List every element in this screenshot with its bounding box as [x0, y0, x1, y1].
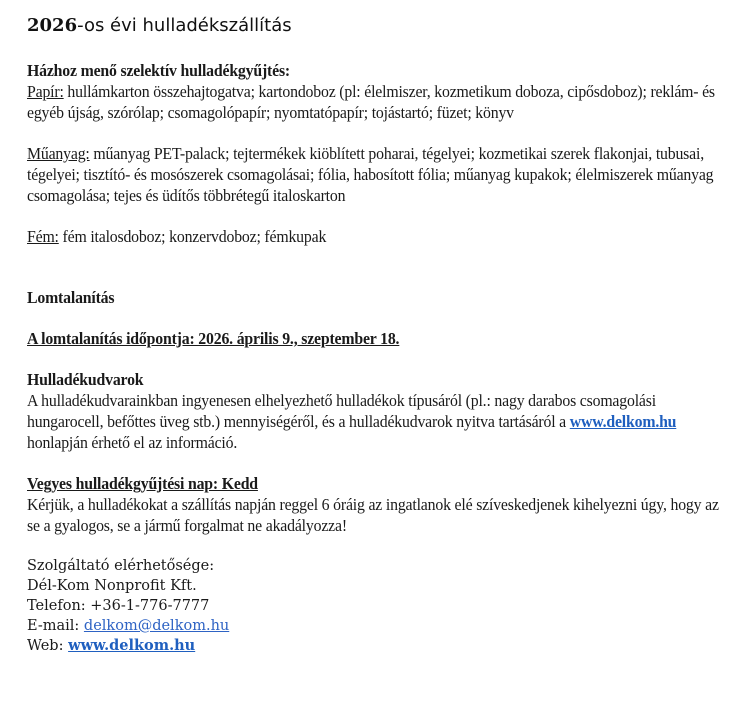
paper-paragraph — [27, 81, 734, 123]
email-link[interactable]: delkom@delkom.hu — [83, 618, 230, 634]
delkom-website-link[interactable]: www.delkom.hu — [569, 412, 677, 431]
metal-paragraph — [27, 226, 734, 247]
yards-text-before: A hulladékudvarainkban ingyenesen elhelyezhető hulladékok típusáról (pl.: nagy darabos csomagolási hungarocell, befőttes üveg stb.) mennyiségéről, és a hulladékudvarok nyitva tartásáról a — [27, 391, 656, 431]
title-text: -os évi hulladékszállítás — [77, 15, 292, 36]
contact-block — [27, 556, 737, 656]
plastic-paragraph — [27, 143, 734, 206]
mixed-heading: Vegyes hulladékgyűjtési nap: Kedd — [27, 474, 258, 493]
email-label: E-mail: — [27, 618, 84, 634]
bulky-date: A lomtalanítás időpontja: 2026. április 9., szeptember 18. — [27, 329, 400, 348]
contact-company: Dél-Kom Nonprofit Kft. — [27, 578, 197, 594]
body-content — [27, 60, 734, 536]
contact-email-line — [27, 616, 737, 636]
selective-heading: Házhoz menő szelektív hulladékgyűjtés: — [27, 61, 291, 80]
phone-number: +36-1-776-7777 — [90, 598, 210, 614]
web-label: Web: — [27, 638, 69, 654]
paper-text: hullámkarton összehajtogatva; kartondoboz (pl: élelmiszer, kozmetikum doboza, cipősdoboz); reklám- és egyéb újság, szórólap; csomagolópapír; nyomtatópapír; tojástartó; füzet; könyv — [27, 82, 715, 122]
contact-phone-line — [27, 596, 737, 616]
metal-label: Fém: — [27, 227, 59, 246]
contact-heading: Szolgáltató elérhetősége: — [27, 558, 215, 574]
plastic-text: műanyag PET-palack; tejtermékek kiöblített poharai, tégelyei; kozmetikai szerek flakonjai, tubusai, tégelyei; tisztító- és mosószerek csomagolásai; fólia, habosított fólia; műanyag kupakok; élelmiszerek műanyag csomagolása; tejes és üdítős többrétegű italoskarton — [27, 144, 714, 205]
contact-web-line — [27, 636, 737, 656]
paper-label: Papír: — [27, 82, 64, 101]
bulky-heading: Lomtalanítás — [27, 288, 115, 307]
plastic-label: Műanyag: — [27, 144, 90, 163]
title-year: 2026 — [27, 15, 78, 36]
metal-text: fém italosdoboz; konzervdoboz; fémkupak — [58, 227, 327, 246]
yards-paragraph — [27, 390, 734, 453]
yards-heading: Hulladékudvarok — [27, 370, 144, 389]
phone-label: Telefon: — [27, 598, 91, 614]
web-link[interactable]: www.delkom.hu — [68, 637, 196, 654]
mixed-paragraph: Kérjük, a hulladékokat a szállítás napján reggel 6 óráig az ingatlanok elé szíveskedjenek kihelyezni úgy, hogy az se a gyalogos, se a jármű forgalmat ne akadályozza! — [27, 495, 719, 535]
yards-text-after: honlapján érhető el az információ. — [27, 433, 238, 452]
page-title — [27, 14, 737, 38]
